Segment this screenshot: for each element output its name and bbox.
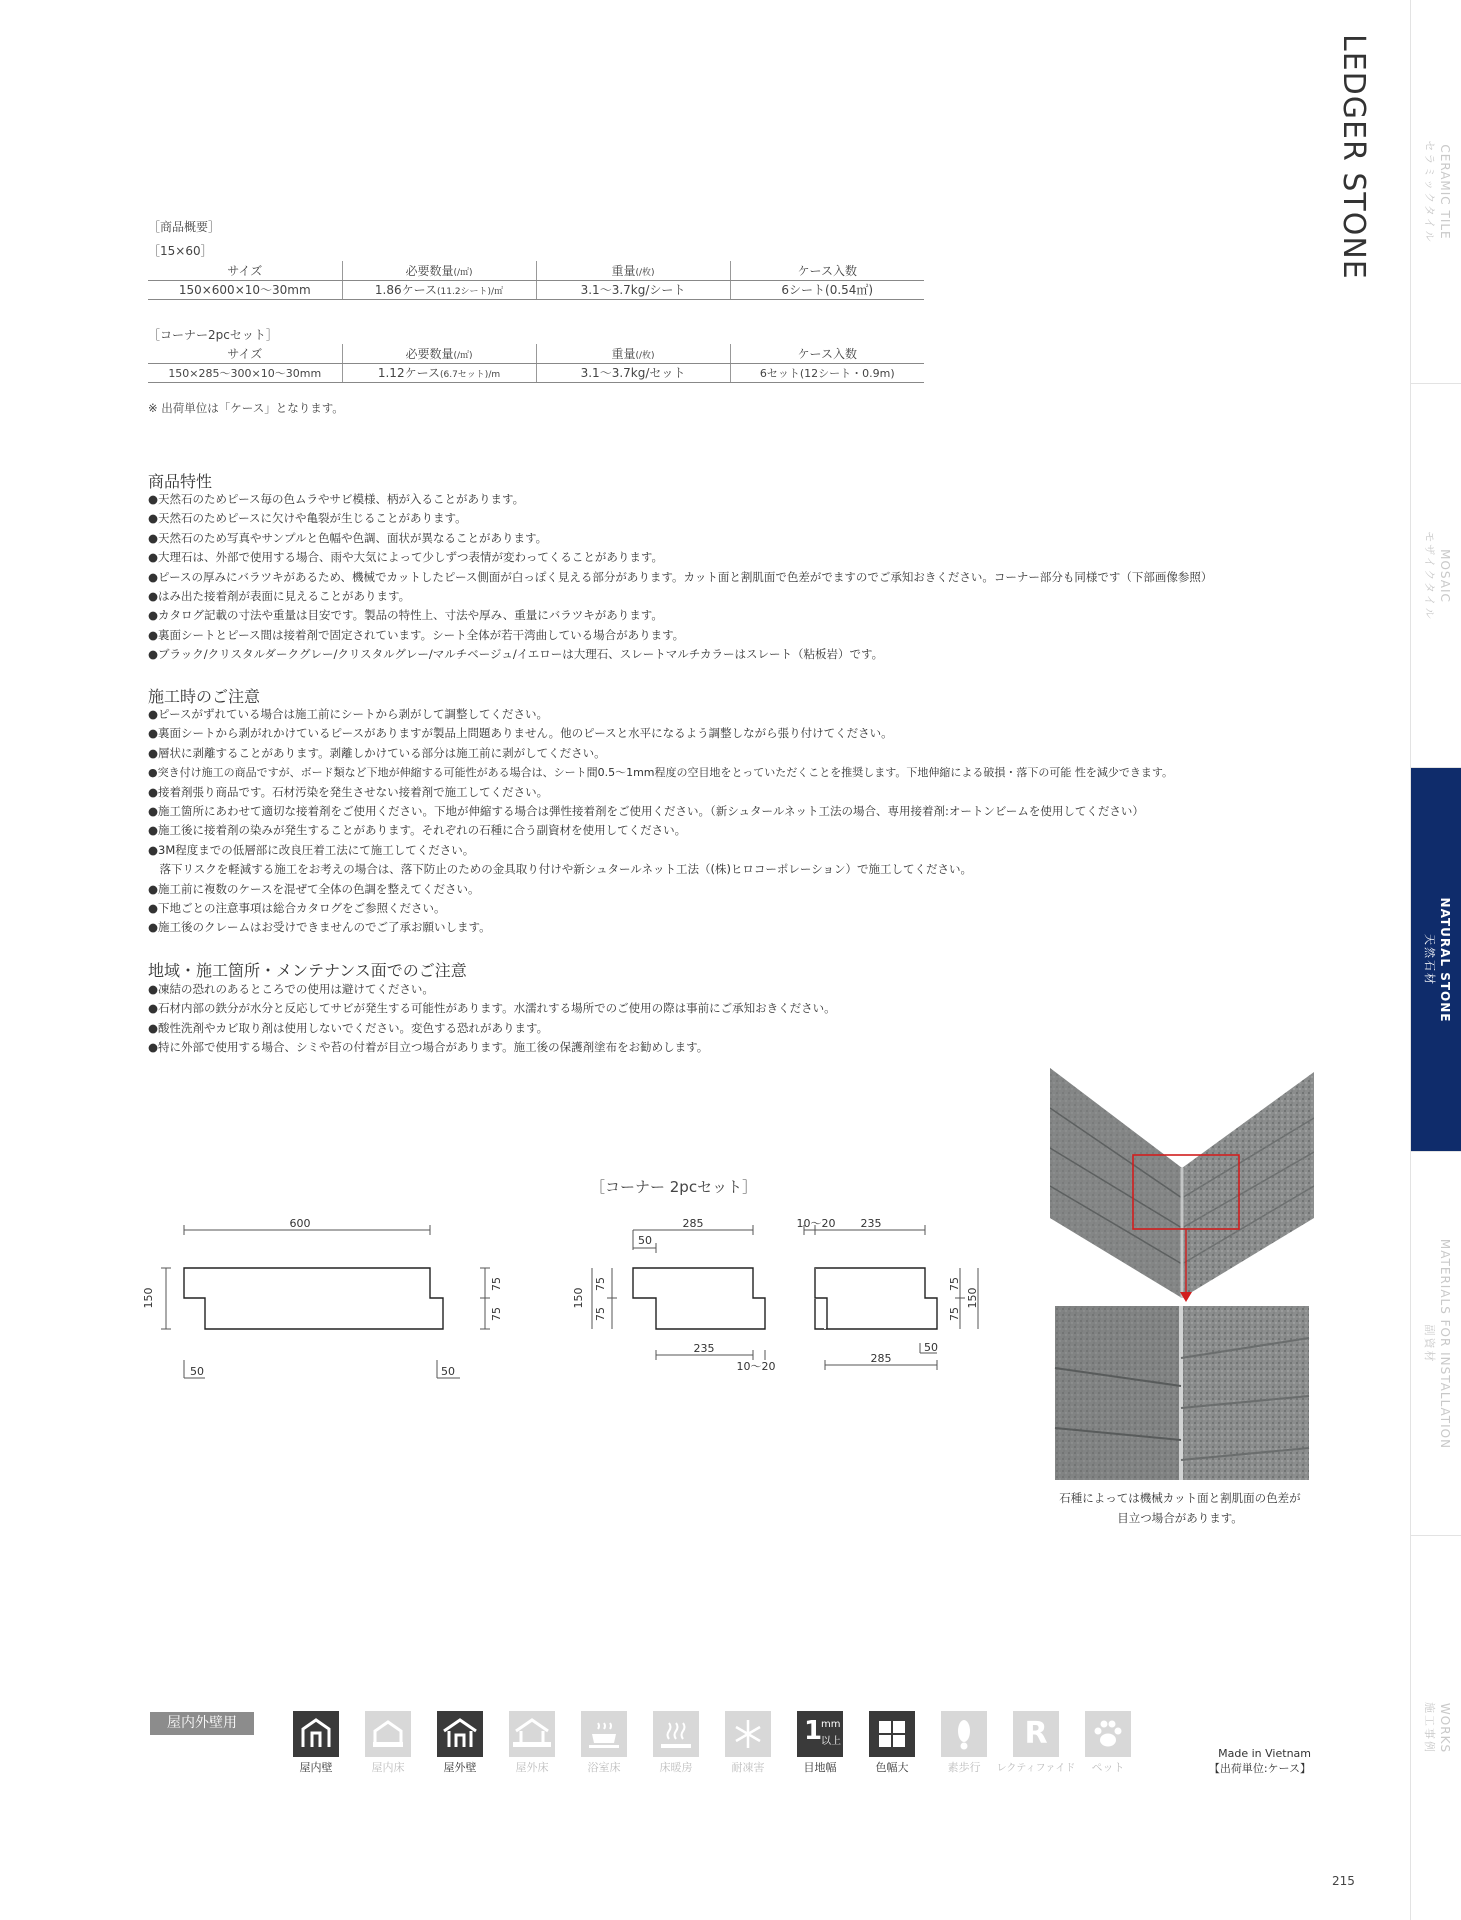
joint-width-number: 1 xyxy=(804,1716,823,1746)
corner-a-outline xyxy=(633,1268,765,1329)
pet-label: ペット xyxy=(1091,1761,1125,1774)
corner-photo-top xyxy=(1050,1068,1314,1302)
overview-heading: ［商品概要］ xyxy=(148,220,221,234)
outdoor-floor-label: 屋外床 xyxy=(515,1761,549,1774)
features-list xyxy=(148,490,1212,665)
list-item: ●施工後のクレームはお受けできませんのでご了承お願いします。 xyxy=(148,920,491,935)
tab-ja: 副資材 xyxy=(1422,1323,1436,1363)
rectified-glyph: R xyxy=(1024,1716,1048,1751)
tab-en: NATURAL STONE xyxy=(1437,897,1452,1022)
list-item: ●施工前に複数のケースを混ぜて全体の色調を整えてください。 xyxy=(148,881,480,896)
col-weight xyxy=(536,344,730,363)
list-item: ●裏面シートから剥がれかけているピースがありますが製品上問題ありません。他のピースと水平になるよう調整しながら張り付けてください。 xyxy=(148,726,893,741)
ship-unit: 【出荷単位:ケース】 xyxy=(1208,1762,1311,1775)
flat-piece-outline xyxy=(184,1268,443,1329)
dim-corner-b-top-small: 10〜20 xyxy=(796,1217,836,1230)
indoor-floor-label: 屋内床 xyxy=(371,1761,405,1774)
list-item: ●天然石のため写真やサンプルと色幅や色調、面状が異なることがあります。 xyxy=(148,530,548,545)
list-item: ●ピースの厚みにバラツキがあるため、機械でカットしたピース側面が白っぽく見える部分があります。カット面と割肌面で色差がでますのでご承知おきください。コーナー部分も同様です（下部画像参照） xyxy=(148,569,1213,584)
cell-quantity-main: 1.86ケース xyxy=(374,283,437,297)
rectified-label: レクティファイド xyxy=(996,1763,1076,1774)
list-item: ●ブラック/クリスタルダークグレー/クリスタルグレー/マルチベージュ/イエローは大理石、スレートマルチカラーはスレート（粘板岩）です。 xyxy=(148,647,884,662)
joint-width-label: 目地幅 xyxy=(803,1761,837,1774)
frost-resistant-icon xyxy=(725,1711,771,1757)
dim-corner-a-top: 285 xyxy=(682,1217,704,1230)
color-variation-label: 色幅大 xyxy=(875,1761,909,1774)
page-title-text: LEDGER STONE xyxy=(1336,34,1371,280)
overview-subheading: ［15×60］ xyxy=(148,244,213,258)
col-quantity-label: 必要数量 xyxy=(405,346,454,361)
made-in: Made in Vietnam xyxy=(1218,1747,1311,1760)
tab-materials[interactable] xyxy=(1411,1152,1461,1536)
page-number: 215 xyxy=(1332,1874,1355,1888)
maintenance-title: 地域・施工箇所・メンテナンス面でのご注意 xyxy=(148,961,467,980)
list-item: ●天然石のためピース毎の色ムラやサビ模様、柄が入ることがあります。 xyxy=(148,492,525,506)
cell-weight: 3.1〜3.7kg/セット xyxy=(536,363,730,382)
corner-piece-a-drawing xyxy=(572,1217,776,1373)
col-weight-label: 重量 xyxy=(611,346,636,361)
dim-flat-right-bottom: 75 xyxy=(490,1307,503,1321)
col-quantity-unit: (/㎡) xyxy=(453,267,473,278)
photo-caption-line: 目立つ場合があります。 xyxy=(1117,1511,1243,1525)
tab-mosaic[interactable] xyxy=(1411,384,1461,768)
table-row xyxy=(148,280,924,299)
dim-corner-b-right-bottom: 75 xyxy=(948,1307,961,1321)
list-item: ●接着剤張り商品です。石材汚染を発生させない接着剤で施工してください。 xyxy=(148,784,549,799)
dim-flat-left: 150 xyxy=(142,1287,155,1309)
indoor-wall-icon xyxy=(293,1711,339,1757)
outdoor-wall-label: 屋外壁 xyxy=(443,1761,477,1774)
joint-width-icon xyxy=(797,1711,843,1757)
maintenance-list xyxy=(148,980,836,1058)
col-quantity-label: 必要数量 xyxy=(405,263,454,278)
outdoor-floor-icon xyxy=(509,1711,555,1757)
features-title: 商品特性 xyxy=(148,472,213,491)
table-header-row xyxy=(148,261,924,280)
construction-list xyxy=(148,705,1173,938)
tab-en: MATERIALS FOR INSTALLATION xyxy=(1437,1238,1452,1449)
list-item: ●大理石は、外部で使用する場合、雨や大気によって少しずつ表情が変わってくることがあります。 xyxy=(148,550,663,565)
col-size: サイズ xyxy=(148,261,342,280)
joint-width-min: 以上 xyxy=(821,1736,841,1747)
dim-corner-a-left-bottom: 75 xyxy=(594,1307,607,1321)
dim-corner-a-top-small: 50 xyxy=(638,1234,652,1247)
tab-works[interactable] xyxy=(1411,1536,1461,1920)
cell-case: 6セット(12シート・0.9m) xyxy=(730,363,924,382)
list-item: ●施工後に接着剤の染みが発生することがあります。それぞれの石種に合う副資材を使用してください。 xyxy=(148,823,687,838)
flat-piece-drawing xyxy=(142,1217,503,1378)
col-quantity xyxy=(342,344,536,363)
list-item: ●特に外部で使用する場合、シミや苔の付着が目立つ場合があります。施工後の保護剤塗布をお勧めします。 xyxy=(148,1040,709,1055)
dim-flat-top: 600 xyxy=(289,1217,311,1230)
col-quantity-unit: (/㎡) xyxy=(453,350,473,361)
list-item: ●天然石のためピースに欠けや亀裂が生じることがあります。 xyxy=(148,511,467,526)
cell-quantity-sub: (6.7セット)/m xyxy=(439,370,501,380)
side-navigation xyxy=(1410,0,1461,1920)
table-header-row xyxy=(148,344,924,363)
photo-caption xyxy=(1044,1488,1316,1528)
list-item: ●カタログ記載の寸法や重量は目安です。製品の特性上、寸法や厚み、重量にバラツキがあります。 xyxy=(148,608,663,623)
tab-ja: セラミックタイル xyxy=(1422,139,1436,244)
corner-photo-detail xyxy=(1055,1306,1309,1480)
tab-en: MOSAIC xyxy=(1437,548,1452,603)
table-row xyxy=(148,363,924,382)
indoor-floor-icon xyxy=(365,1711,411,1757)
dim-flat-bottom-right: 50 xyxy=(441,1365,455,1378)
cell-size: 150×285〜300×10〜30mm xyxy=(148,363,342,382)
bathroom-floor-icon xyxy=(581,1711,627,1757)
tab-natural-stone[interactable] xyxy=(1411,768,1461,1152)
corner-heading: ［コーナー2pcセット］ xyxy=(148,328,278,342)
col-weight-label: 重量 xyxy=(611,263,636,278)
corner-table xyxy=(148,344,924,383)
cell-quantity-main: 1.12ケース xyxy=(377,366,440,380)
col-weight xyxy=(536,261,730,280)
col-case: ケース入数 xyxy=(730,261,924,280)
dim-corner-a-left-top: 75 xyxy=(594,1277,607,1291)
corner-piece-b-drawing xyxy=(797,1217,980,1370)
dim-corner-b-top: 235 xyxy=(860,1217,882,1230)
floor-heating-label: 床暖房 xyxy=(659,1761,693,1774)
usage-badge: 屋内外壁用 xyxy=(150,1712,254,1735)
list-item: ●はみ出た接着剤が表面に見えることがあります。 xyxy=(148,589,411,604)
joint-width-unit: mm xyxy=(821,1719,841,1730)
overview-table xyxy=(148,261,924,300)
col-case: ケース入数 xyxy=(730,344,924,363)
photo-caption-line: 石種によっては機械カット面と割肌面の色差が xyxy=(1059,1491,1301,1505)
barefoot-label: 素歩行 xyxy=(947,1761,981,1774)
col-size: サイズ xyxy=(148,344,342,363)
dim-corner-a-bottom-small: 10〜20 xyxy=(736,1360,776,1373)
shipping-note: ※ 出荷単位は「ケース」となります。 xyxy=(148,401,344,415)
page-title xyxy=(1336,34,1371,280)
origin-info xyxy=(1209,1746,1311,1776)
pet-icon xyxy=(1085,1711,1131,1757)
dim-corner-a-left-outer: 150 xyxy=(572,1287,585,1309)
list-item: ●凍結の恐れのあるところでの使用は避けてください。 xyxy=(148,982,434,996)
dim-corner-a-bottom: 235 xyxy=(693,1342,715,1355)
color-variation-icon xyxy=(869,1711,915,1757)
dim-corner-b-bottom: 285 xyxy=(870,1352,892,1365)
cell-quantity-sub: (11.2シート)/㎡ xyxy=(437,287,504,297)
dimension-diagrams xyxy=(130,1210,1010,1400)
col-weight-unit: (/枚) xyxy=(635,267,655,278)
tab-en: WORKS xyxy=(1437,1702,1452,1754)
cell-quantity xyxy=(342,280,536,299)
cell-case: 6シート(0.54㎡) xyxy=(730,280,924,299)
indoor-wall-label: 屋内壁 xyxy=(299,1761,333,1774)
list-item: ●石材内部の鉄分が水分と反応してサビが発生する可能性があります。水濡れする場所でのご使用の際は事前にご承知おきください。 xyxy=(148,1001,836,1016)
col-quantity xyxy=(342,261,536,280)
tab-ja: 天然石材 xyxy=(1422,933,1436,986)
list-item: ●下地ごとの注意事項は総合カタログをご参照ください。 xyxy=(148,901,446,916)
col-weight-unit: (/枚) xyxy=(635,350,655,361)
cell-weight: 3.1〜3.7kg/シート xyxy=(536,280,730,299)
dim-flat-bottom-left: 50 xyxy=(190,1365,204,1378)
cell-size: 150×600×10〜30mm xyxy=(148,280,342,299)
construction-title: 施工時のご注意 xyxy=(148,687,261,706)
list-item: ●層状に剥離することがあります。剥離しかけている部分は施工前に剥がしてください。 xyxy=(148,745,606,760)
rectified-icon xyxy=(1013,1711,1059,1757)
tab-ja: モザイクタイル xyxy=(1422,530,1436,621)
dim-corner-b-right-top: 75 xyxy=(948,1277,961,1291)
tab-ceramic-tile[interactable] xyxy=(1411,0,1461,384)
dim-corner-b-right-outer: 150 xyxy=(966,1287,979,1309)
frost-resistant-label: 耐凍害 xyxy=(731,1761,765,1774)
list-item: 落下リスクを軽減する施工をお考えの場合は、落下防止のための金具取り付けや新シュタールネット工法（(株)ヒロコーポレーション）で施工してください。 xyxy=(148,862,972,877)
list-item: ●施工箇所にあわせて適切な接着剤をご使用ください。下地が伸縮する場合は弾性接着剤をご使用ください。（新シュタールネット工法の場合、専用接着剤:オートンビームを使用してください） xyxy=(148,804,1144,819)
corner-b-outline xyxy=(815,1268,937,1329)
barefoot-icon xyxy=(941,1711,987,1757)
dim-corner-b-bottom-small: 50 xyxy=(924,1341,938,1354)
list-item: ●酸性洗剤やカビ取り剤は使用しないでください。変色する恐れがあります。 xyxy=(148,1020,549,1035)
list-item: ●突き付け施工の商品ですが、ボード類など下地が伸縮する可能性がある場合は、シート間0.5〜1mm程度の空目地をとっていただくことを推奨します。下地伸縮による破損・落下の可能 性を減少できます。 xyxy=(148,766,1174,780)
stone-corner-photos xyxy=(1050,1068,1314,1488)
tab-en: CERAMIC TILE xyxy=(1437,143,1452,240)
cell-quantity xyxy=(342,363,536,382)
list-item: ●ピースがずれている場合は施工前にシートから剥がして調整してください。 xyxy=(148,707,548,721)
list-item: ●裏面シートとピース間は接着剤で固定されています。シート全体が若干湾曲している場合があります。 xyxy=(148,627,685,642)
list-item: ●3M程度までの低層部に改良圧着工法にて施工してください。 xyxy=(148,842,475,857)
floor-heating-icon xyxy=(653,1711,699,1757)
diagram-title: ［コーナー 2pcセット］ xyxy=(590,1178,758,1196)
bathroom-floor-label: 浴室床 xyxy=(587,1761,621,1774)
dim-flat-right-top: 75 xyxy=(490,1277,503,1291)
tab-ja: 施工事例 xyxy=(1422,1702,1436,1754)
outdoor-wall-icon xyxy=(437,1711,483,1757)
